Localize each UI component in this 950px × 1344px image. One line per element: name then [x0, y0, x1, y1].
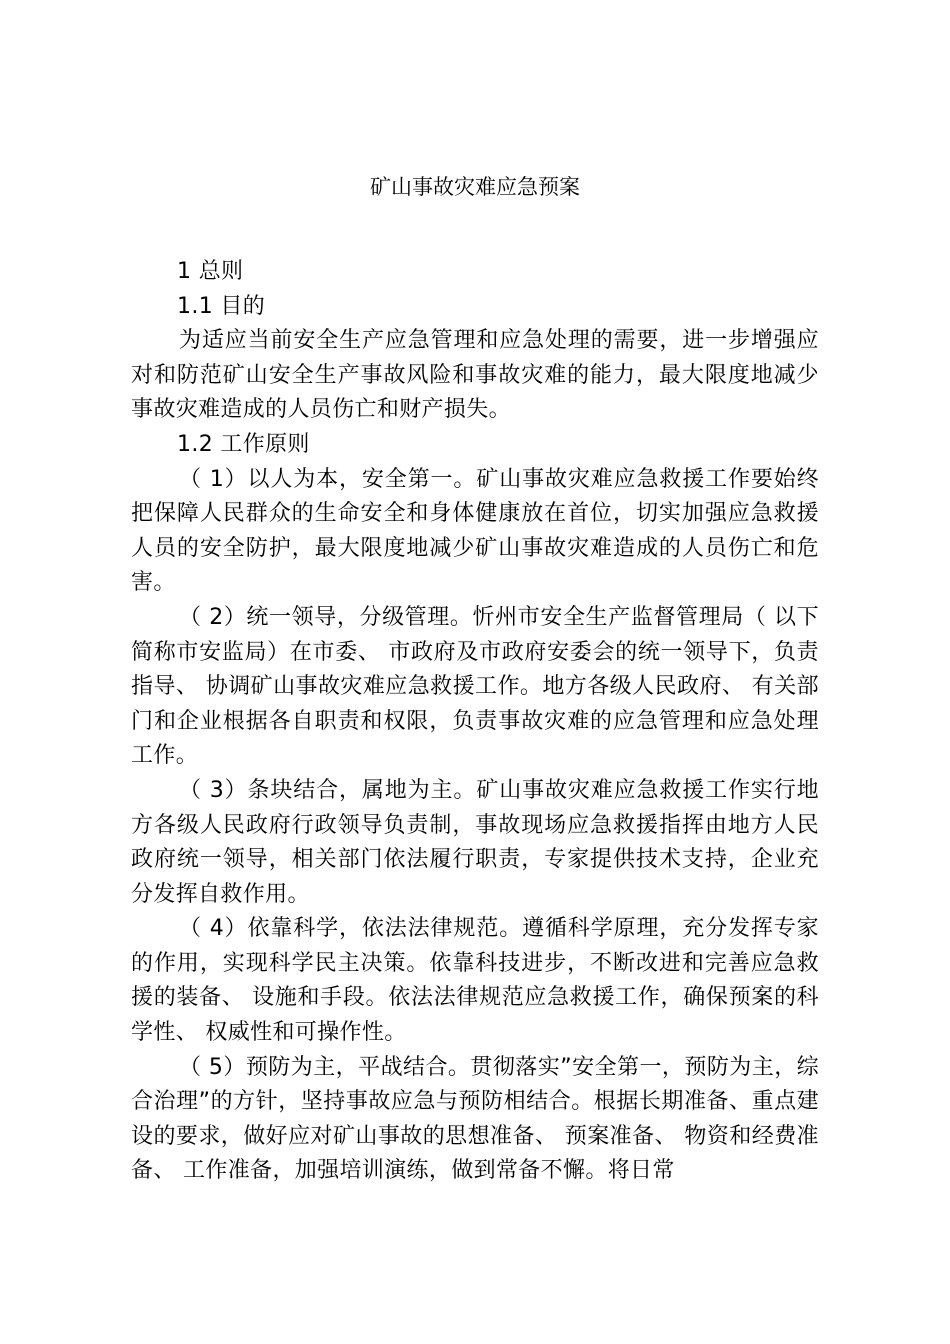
principle-4-paragraph: （ 4）依靠科学，依法法律规范。遵循科学原理，充分发挥专家的作用，实现科学民主决策。依靠科技进步，不断改进和完善应急救援的装备、 设施和手段。依法法律规范应急救援工作，确保预案的科学性、 权威性和可操作性。: [131, 916, 819, 1046]
document-title: 矿山事故灾难应急预案: [370, 175, 580, 199]
document-body: [131, 255, 819, 1189]
section-1-2-heading: 1.2 工作原则: [177, 431, 310, 457]
principle-5-paragraph: （ 5）预防为主，平战结合。贯彻落实”安全第一，预防为主，综合治理”的方针，坚持事故应急与预防相结合。根据长期准备、重点建设的要求，做好应对矿山事故的思想准备、 预案准备、 物资和经费准备、 工作准备，加强培训演练，做到常备不懈。将日常: [131, 1054, 819, 1184]
section-1-1-heading: 1.1 目的: [177, 293, 266, 319]
principle-2-paragraph: （ 2）统一领导，分级管理。忻州市安全生产监督管理局（ 以下简称市安监局）在市委、 市政府及市政府安委会的统一领导下，负责指导、 协调矿山事故灾难应急救援工作。地方各级人民政府、 有关部门和企业根据各自职责和权限，负责事故灾难的应急管理和应急处理工作。: [131, 604, 819, 769]
purpose-paragraph: 为适应当前安全生产应急管理和应急处理的需要，进一步增强应对和防范矿山安全生产事故风险和事故灾难的能力，最大限度地减少事故灾难造成的人员伤亡和财产损失。: [131, 328, 819, 423]
principle-3-paragraph: （ 3）条块结合，属地为主。矿山事故灾难应急救援工作实行地方各级人民政府行政领导负责制，事故现场应急救援指挥由地方人民政府统一领导，相关部门依法履行职责，专家提供技术支持，企业充分发挥自救作用。: [131, 777, 819, 907]
principle-1-paragraph: （ 1）以人为本，安全第一。矿山事故灾难应急救援工作要始终把保障人民群众的生命安全和身体健康放在首位，切实加强应急救援人员的安全防护，最大限度地减少矿山事故灾难造成的人员伤亡和危害。: [131, 466, 819, 596]
section-1-heading: 1 总则: [177, 259, 244, 284]
